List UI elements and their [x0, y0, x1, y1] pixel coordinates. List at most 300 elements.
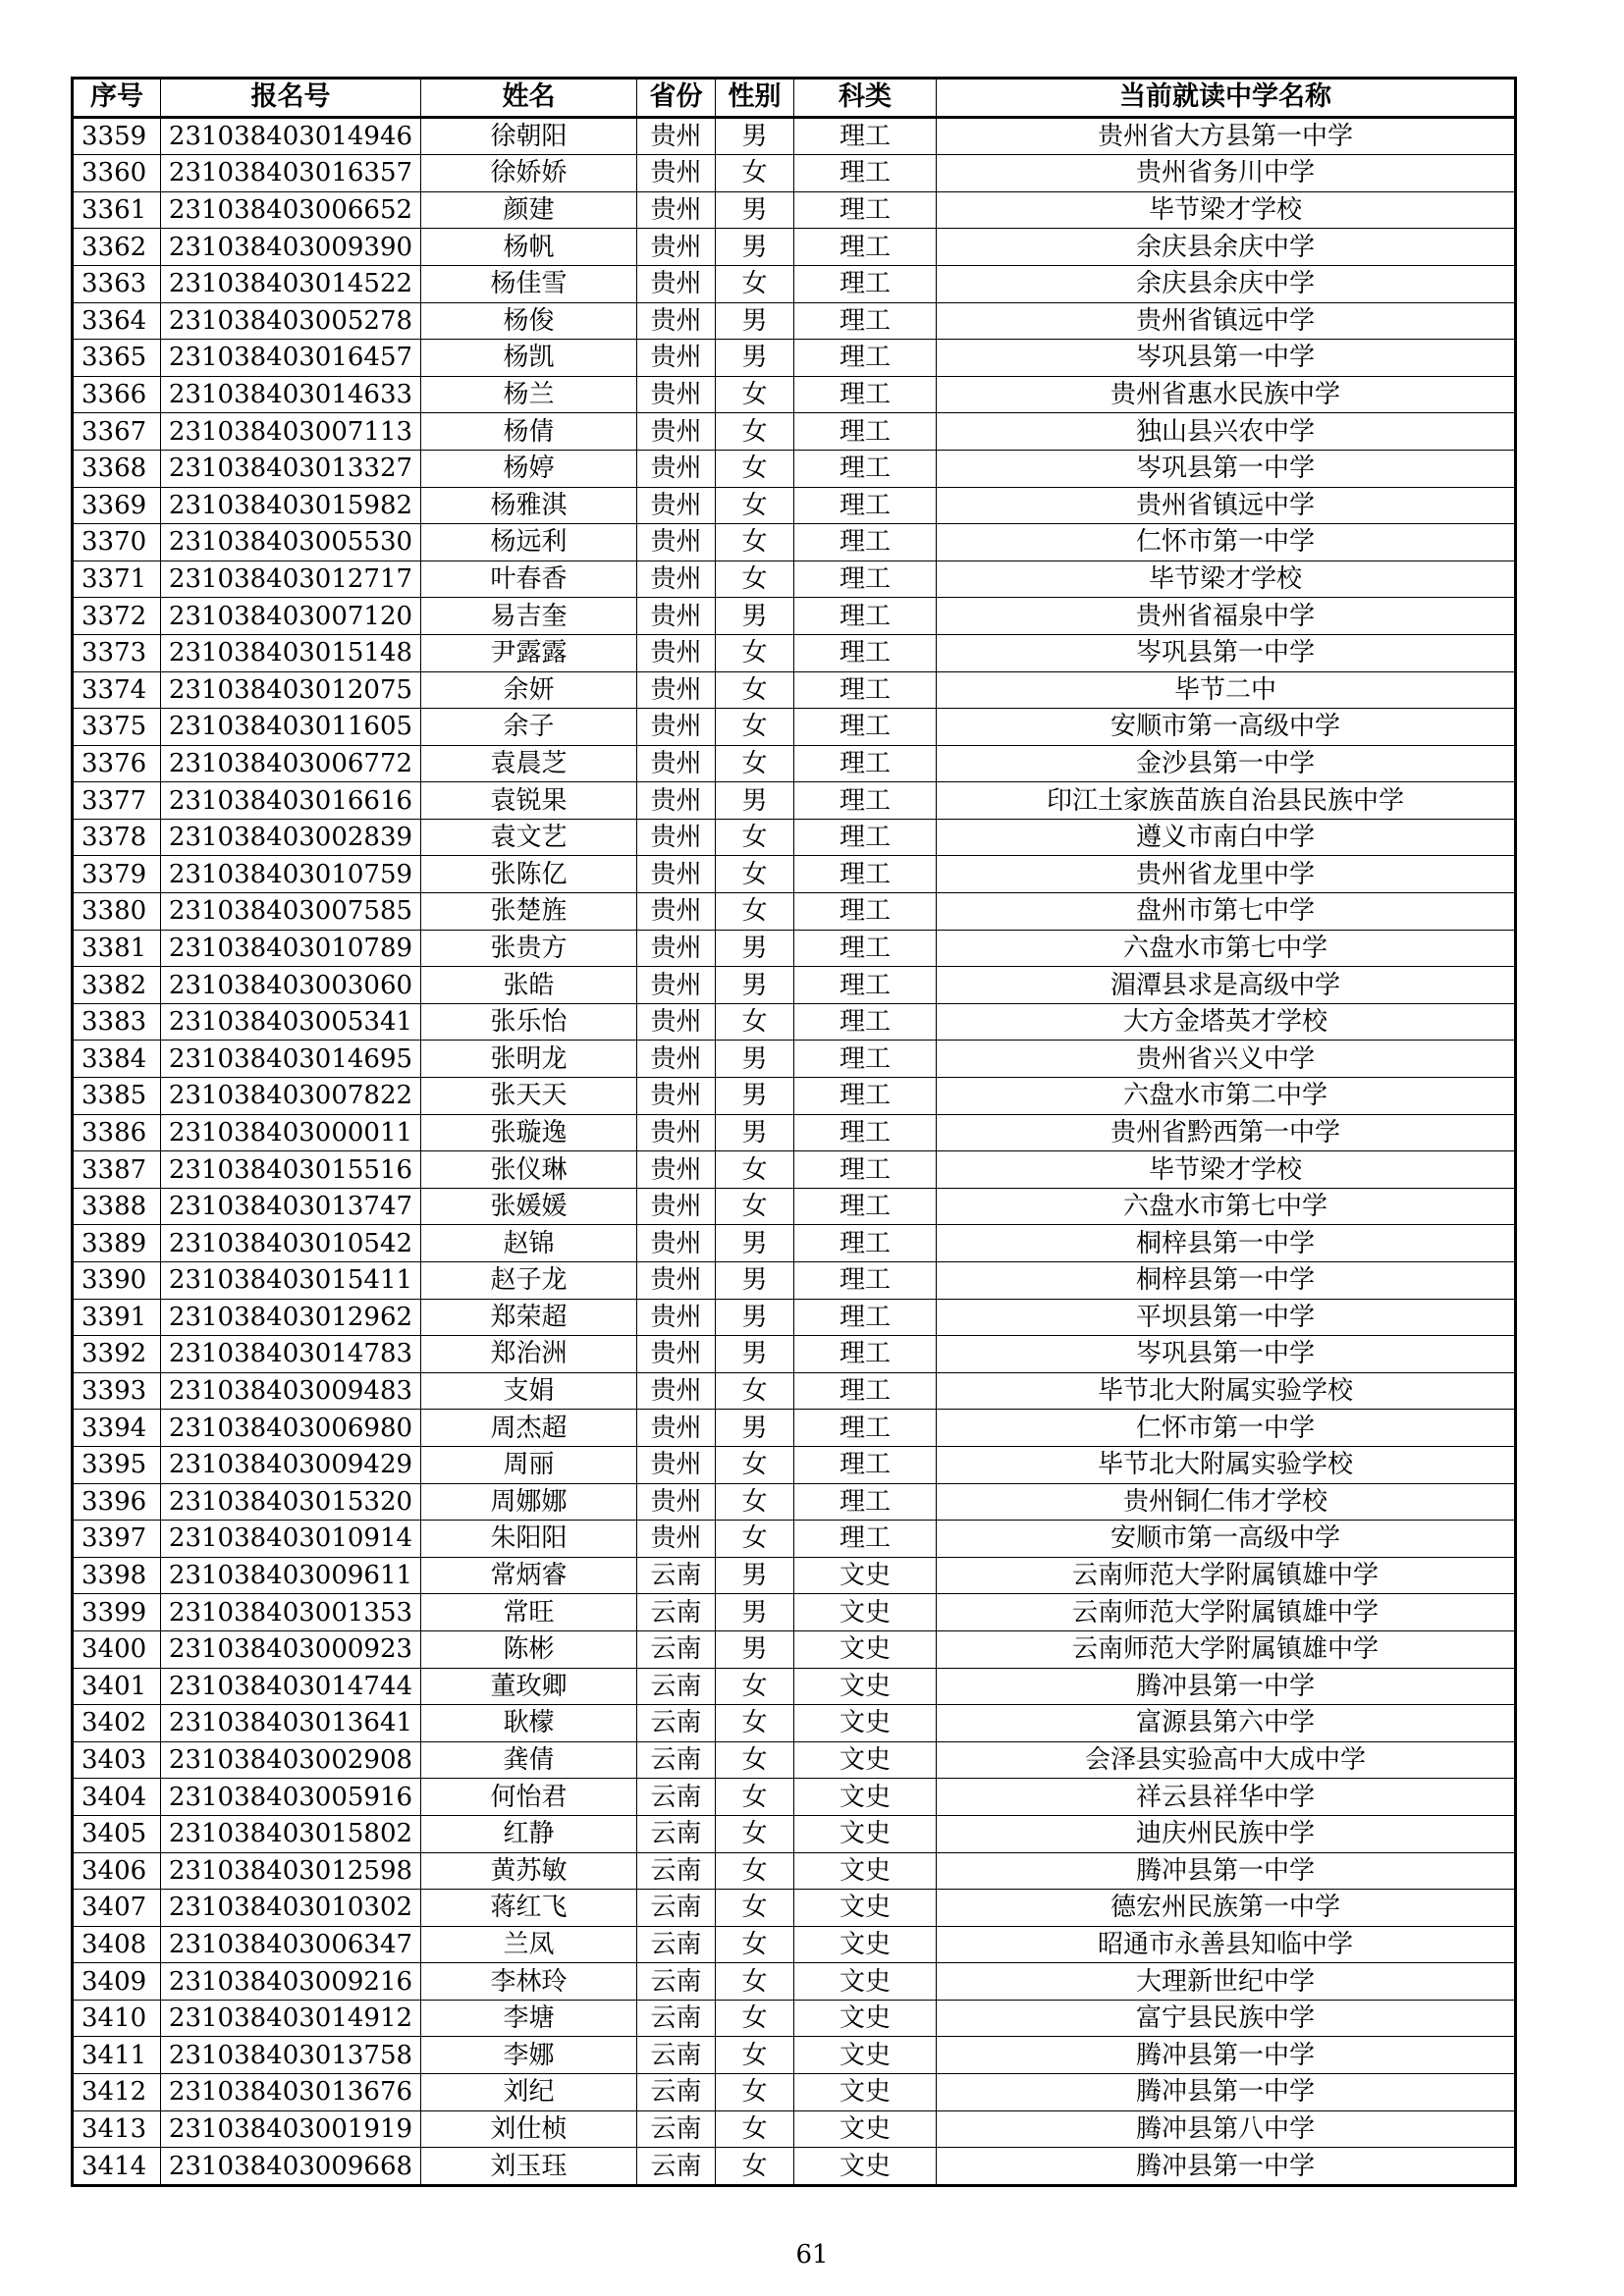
table-row — [73, 155, 1516, 192]
cell-gender: 女 — [716, 1779, 794, 1816]
table-row — [73, 1741, 1516, 1779]
cell-province: 云南 — [637, 2148, 716, 2186]
table-row — [73, 1630, 1516, 1668]
cell-gender: 女 — [716, 1003, 794, 1041]
cell-name: 袁文艺 — [421, 819, 637, 856]
table-row — [73, 191, 1516, 229]
cell-seq: 3374 — [73, 671, 161, 709]
cell-province: 贵州 — [637, 265, 716, 302]
cell-name: 李林玲 — [421, 1963, 637, 2001]
cell-gender: 女 — [716, 671, 794, 709]
cell-school: 迪庆州民族中学 — [937, 1815, 1516, 1852]
cell-category: 理工 — [794, 487, 937, 524]
cell-seq: 3413 — [73, 2110, 161, 2148]
cell-name: 何怡君 — [421, 1779, 637, 1816]
cell-province: 云南 — [637, 1557, 716, 1594]
cell-gender: 男 — [716, 1262, 794, 1300]
cell-gender: 女 — [716, 1668, 794, 1705]
cell-seq: 3363 — [73, 265, 161, 302]
cell-school: 云南师范大学附属镇雄中学 — [937, 1630, 1516, 1668]
cell-province: 贵州 — [637, 893, 716, 931]
cell-reg-no: 231038403007120 — [161, 598, 421, 635]
cell-name: 张明龙 — [421, 1041, 637, 1078]
cell-province: 贵州 — [637, 561, 716, 598]
cell-seq: 3402 — [73, 1705, 161, 1742]
cell-seq: 3389 — [73, 1225, 161, 1262]
cell-school: 腾冲县第一中学 — [937, 2074, 1516, 2111]
cell-gender: 男 — [716, 117, 794, 155]
cell-school: 德宏州民族第一中学 — [937, 1890, 1516, 1927]
cell-seq: 3372 — [73, 598, 161, 635]
cell-category: 文史 — [794, 1963, 937, 2001]
header-seq: 序号 — [73, 79, 161, 118]
table-row — [73, 561, 1516, 598]
cell-reg-no: 231038403006652 — [161, 191, 421, 229]
cell-seq: 3366 — [73, 376, 161, 413]
cell-school: 大方金塔英才学校 — [937, 1003, 1516, 1041]
cell-province: 云南 — [637, 1815, 716, 1852]
cell-seq: 3396 — [73, 1483, 161, 1521]
cell-gender: 男 — [716, 1336, 794, 1373]
cell-name: 朱阳阳 — [421, 1521, 637, 1558]
cell-reg-no: 231038403015982 — [161, 487, 421, 524]
cell-school: 云南师范大学附属镇雄中学 — [937, 1557, 1516, 1594]
cell-province: 贵州 — [637, 930, 716, 967]
table-row — [73, 671, 1516, 709]
cell-name: 张天天 — [421, 1078, 637, 1115]
cell-school: 平坝县第一中学 — [937, 1299, 1516, 1336]
cell-school: 毕节梁才学校 — [937, 1151, 1516, 1189]
cell-name: 张璇逸 — [421, 1114, 637, 1151]
cell-province: 贵州 — [637, 413, 716, 451]
cell-school: 贵州省镇远中学 — [937, 302, 1516, 340]
cell-reg-no: 231038403015320 — [161, 1483, 421, 1521]
table-row — [73, 340, 1516, 377]
cell-seq: 3377 — [73, 782, 161, 820]
cell-reg-no: 231038403009429 — [161, 1446, 421, 1483]
cell-gender: 女 — [716, 413, 794, 451]
cell-reg-no: 231038403013327 — [161, 450, 421, 487]
cell-province: 贵州 — [637, 1299, 716, 1336]
cell-gender: 男 — [716, 340, 794, 377]
cell-reg-no: 231038403012598 — [161, 1852, 421, 1890]
cell-reg-no: 231038403009611 — [161, 1557, 421, 1594]
cell-school: 贵州省大方县第一中学 — [937, 117, 1516, 155]
cell-category: 文史 — [794, 2000, 937, 2037]
cell-reg-no: 231038403010789 — [161, 930, 421, 967]
cell-seq: 3373 — [73, 634, 161, 671]
table-row — [73, 1521, 1516, 1558]
table-row — [73, 745, 1516, 782]
table-row — [73, 2110, 1516, 2148]
cell-seq: 3376 — [73, 745, 161, 782]
cell-category: 理工 — [794, 634, 937, 671]
cell-seq: 3404 — [73, 1779, 161, 1816]
cell-school: 毕节梁才学校 — [937, 191, 1516, 229]
cell-category: 理工 — [794, 782, 937, 820]
cell-province: 贵州 — [637, 229, 716, 266]
cell-name: 常炳睿 — [421, 1557, 637, 1594]
table-row — [73, 1336, 1516, 1373]
cell-school: 毕节北大附属实验学校 — [937, 1372, 1516, 1410]
cell-name: 余子 — [421, 709, 637, 746]
cell-name: 余妍 — [421, 671, 637, 709]
cell-reg-no: 231038403013676 — [161, 2074, 421, 2111]
cell-school: 云南师范大学附属镇雄中学 — [937, 1594, 1516, 1631]
cell-reg-no: 231038403009483 — [161, 1372, 421, 1410]
cell-province: 云南 — [637, 1705, 716, 1742]
cell-reg-no: 231038403005278 — [161, 302, 421, 340]
cell-school: 桐梓县第一中学 — [937, 1262, 1516, 1300]
cell-name: 陈彬 — [421, 1630, 637, 1668]
cell-province: 贵州 — [637, 709, 716, 746]
cell-seq: 3364 — [73, 302, 161, 340]
cell-name: 周娜娜 — [421, 1483, 637, 1521]
table-row — [73, 2000, 1516, 2037]
cell-category: 文史 — [794, 1890, 937, 1927]
cell-category: 理工 — [794, 1188, 937, 1225]
cell-gender: 男 — [716, 1594, 794, 1631]
cell-province: 贵州 — [637, 1003, 716, 1041]
cell-gender: 男 — [716, 782, 794, 820]
cell-reg-no: 231038403014633 — [161, 376, 421, 413]
cell-category: 文史 — [794, 1852, 937, 1890]
cell-reg-no: 231038403010302 — [161, 1890, 421, 1927]
cell-category: 理工 — [794, 155, 937, 192]
cell-province: 贵州 — [637, 856, 716, 893]
cell-seq: 3401 — [73, 1668, 161, 1705]
cell-category: 理工 — [794, 450, 937, 487]
cell-name: 赵子龙 — [421, 1262, 637, 1300]
cell-name: 赵锦 — [421, 1225, 637, 1262]
table-row — [73, 1779, 1516, 1816]
cell-gender: 男 — [716, 1225, 794, 1262]
table-row — [73, 634, 1516, 671]
table-row — [73, 967, 1516, 1004]
cell-seq: 3405 — [73, 1815, 161, 1852]
cell-gender: 女 — [716, 1890, 794, 1927]
cell-category: 文史 — [794, 1630, 937, 1668]
cell-name: 蒋红飞 — [421, 1890, 637, 1927]
cell-reg-no: 231038403001353 — [161, 1594, 421, 1631]
cell-seq: 3393 — [73, 1372, 161, 1410]
cell-seq: 3368 — [73, 450, 161, 487]
table-row — [73, 1483, 1516, 1521]
cell-school: 贵州省惠水民族中学 — [937, 376, 1516, 413]
cell-province: 贵州 — [637, 1151, 716, 1189]
cell-reg-no: 231038403015411 — [161, 1262, 421, 1300]
cell-name: 杨倩 — [421, 413, 637, 451]
cell-category: 文史 — [794, 1557, 937, 1594]
cell-category: 理工 — [794, 930, 937, 967]
cell-province: 贵州 — [637, 1446, 716, 1483]
cell-province: 云南 — [637, 1852, 716, 1890]
table-row — [73, 413, 1516, 451]
cell-province: 贵州 — [637, 191, 716, 229]
cell-province: 云南 — [637, 1668, 716, 1705]
cell-category: 理工 — [794, 671, 937, 709]
cell-gender: 女 — [716, 1815, 794, 1852]
cell-seq: 3388 — [73, 1188, 161, 1225]
cell-seq: 3406 — [73, 1852, 161, 1890]
cell-province: 贵州 — [637, 819, 716, 856]
cell-province: 贵州 — [637, 598, 716, 635]
cell-province: 云南 — [637, 1630, 716, 1668]
cell-school: 湄潭县求是高级中学 — [937, 967, 1516, 1004]
cell-gender: 男 — [716, 191, 794, 229]
header-row — [73, 79, 1516, 118]
cell-seq: 3386 — [73, 1114, 161, 1151]
cell-seq: 3399 — [73, 1594, 161, 1631]
cell-province: 贵州 — [637, 1336, 716, 1373]
cell-school: 贵州省龙里中学 — [937, 856, 1516, 893]
cell-seq: 3395 — [73, 1446, 161, 1483]
cell-seq: 3392 — [73, 1336, 161, 1373]
cell-school: 六盘水市第七中学 — [937, 1188, 1516, 1225]
cell-reg-no: 231038403002908 — [161, 1741, 421, 1779]
cell-category: 文史 — [794, 1815, 937, 1852]
cell-reg-no: 231038403016616 — [161, 782, 421, 820]
cell-school: 仁怀市第一中学 — [937, 1410, 1516, 1447]
cell-name: 杨雅淇 — [421, 487, 637, 524]
table-row — [73, 1151, 1516, 1189]
cell-category: 理工 — [794, 1446, 937, 1483]
cell-province: 贵州 — [637, 1225, 716, 1262]
cell-name: 支娟 — [421, 1372, 637, 1410]
cell-school: 余庆县余庆中学 — [937, 265, 1516, 302]
cell-category: 理工 — [794, 1521, 937, 1558]
cell-reg-no: 231038403014946 — [161, 117, 421, 155]
cell-category: 文史 — [794, 1741, 937, 1779]
cell-gender: 女 — [716, 1483, 794, 1521]
cell-category: 理工 — [794, 1410, 937, 1447]
table-row — [73, 1114, 1516, 1151]
cell-name: 耿檬 — [421, 1705, 637, 1742]
cell-seq: 3385 — [73, 1078, 161, 1115]
cell-reg-no: 231038403014522 — [161, 265, 421, 302]
cell-category: 理工 — [794, 745, 937, 782]
cell-school: 大理新世纪中学 — [937, 1963, 1516, 2001]
cell-school: 六盘水市第二中学 — [937, 1078, 1516, 1115]
cell-gender: 女 — [716, 1741, 794, 1779]
cell-province: 贵州 — [637, 1483, 716, 1521]
cell-name: 郑治洲 — [421, 1336, 637, 1373]
cell-province: 云南 — [637, 2037, 716, 2074]
cell-province: 云南 — [637, 1963, 716, 2001]
cell-name: 张乐怡 — [421, 1003, 637, 1041]
cell-seq: 3381 — [73, 930, 161, 967]
cell-school: 毕节北大附属实验学校 — [937, 1446, 1516, 1483]
cell-reg-no: 231038403005530 — [161, 524, 421, 561]
cell-seq: 3408 — [73, 1926, 161, 1963]
cell-province: 贵州 — [637, 1114, 716, 1151]
cell-school: 贵州铜仁伟才学校 — [937, 1483, 1516, 1521]
cell-seq: 3391 — [73, 1299, 161, 1336]
cell-gender: 男 — [716, 967, 794, 1004]
cell-gender: 女 — [716, 709, 794, 746]
cell-reg-no: 231038403000923 — [161, 1630, 421, 1668]
cell-seq: 3361 — [73, 191, 161, 229]
cell-school: 岑巩县第一中学 — [937, 450, 1516, 487]
cell-reg-no: 231038403007822 — [161, 1078, 421, 1115]
table-row — [73, 1668, 1516, 1705]
cell-gender: 男 — [716, 1041, 794, 1078]
cell-name: 杨婷 — [421, 450, 637, 487]
table-row — [73, 1926, 1516, 1963]
cell-gender: 女 — [716, 2148, 794, 2186]
cell-school: 安顺市第一高级中学 — [937, 1521, 1516, 1558]
cell-school: 印江土家族苗族自治县民族中学 — [937, 782, 1516, 820]
cell-reg-no: 231038403012717 — [161, 561, 421, 598]
cell-name: 兰凤 — [421, 1926, 637, 1963]
cell-name: 张陈亿 — [421, 856, 637, 893]
table-row — [73, 229, 1516, 266]
cell-seq: 3371 — [73, 561, 161, 598]
cell-reg-no: 231038403016457 — [161, 340, 421, 377]
cell-gender: 男 — [716, 1078, 794, 1115]
cell-seq: 3403 — [73, 1741, 161, 1779]
cell-gender: 女 — [716, 1372, 794, 1410]
cell-province: 贵州 — [637, 1521, 716, 1558]
cell-gender: 女 — [716, 1446, 794, 1483]
cell-name: 常旺 — [421, 1594, 637, 1631]
cell-category: 理工 — [794, 302, 937, 340]
cell-gender: 女 — [716, 819, 794, 856]
cell-reg-no: 231038403003060 — [161, 967, 421, 1004]
cell-name: 尹露露 — [421, 634, 637, 671]
cell-seq: 3394 — [73, 1410, 161, 1447]
cell-seq: 3369 — [73, 487, 161, 524]
cell-seq: 3410 — [73, 2000, 161, 2037]
cell-category: 理工 — [794, 967, 937, 1004]
cell-seq: 3382 — [73, 967, 161, 1004]
cell-province: 贵州 — [637, 1078, 716, 1115]
table-row — [73, 1705, 1516, 1742]
cell-reg-no: 231038403010914 — [161, 1521, 421, 1558]
cell-name: 杨兰 — [421, 376, 637, 413]
cell-gender: 男 — [716, 598, 794, 635]
cell-reg-no: 231038403014744 — [161, 1668, 421, 1705]
cell-school: 毕节梁才学校 — [937, 561, 1516, 598]
header-category: 科类 — [794, 79, 937, 118]
cell-category: 理工 — [794, 413, 937, 451]
cell-seq: 3384 — [73, 1041, 161, 1078]
cell-reg-no: 231038403015148 — [161, 634, 421, 671]
table-row — [73, 2074, 1516, 2111]
cell-reg-no: 231038403001919 — [161, 2110, 421, 2148]
cell-reg-no: 231038403000011 — [161, 1114, 421, 1151]
cell-name: 龚倩 — [421, 1741, 637, 1779]
table-row — [73, 1852, 1516, 1890]
cell-reg-no: 231038403012075 — [161, 671, 421, 709]
cell-gender: 女 — [716, 745, 794, 782]
cell-school: 岑巩县第一中学 — [937, 340, 1516, 377]
cell-seq: 3375 — [73, 709, 161, 746]
cell-reg-no: 231038403010542 — [161, 1225, 421, 1262]
cell-name: 周杰超 — [421, 1410, 637, 1447]
cell-gender: 女 — [716, 1188, 794, 1225]
cell-name: 红静 — [421, 1815, 637, 1852]
header-school: 当前就读中学名称 — [937, 79, 1516, 118]
cell-category: 理工 — [794, 1299, 937, 1336]
cell-seq: 3407 — [73, 1890, 161, 1927]
cell-category: 文史 — [794, 1594, 937, 1631]
cell-reg-no: 231038403005916 — [161, 1779, 421, 1816]
cell-name: 郑荣超 — [421, 1299, 637, 1336]
cell-province: 贵州 — [637, 745, 716, 782]
cell-gender: 女 — [716, 1926, 794, 1963]
cell-category: 理工 — [794, 265, 937, 302]
cell-seq: 3362 — [73, 229, 161, 266]
cell-school: 腾冲县第一中学 — [937, 2148, 1516, 2186]
cell-province: 云南 — [637, 1926, 716, 1963]
cell-category: 理工 — [794, 856, 937, 893]
cell-school: 六盘水市第七中学 — [937, 930, 1516, 967]
cell-school: 昭通市永善县知临中学 — [937, 1926, 1516, 1963]
cell-gender: 女 — [716, 2074, 794, 2111]
cell-school: 腾冲县第一中学 — [937, 1668, 1516, 1705]
cell-name: 杨佳雪 — [421, 265, 637, 302]
cell-province: 贵州 — [637, 634, 716, 671]
page-number: 61 — [795, 2240, 829, 2269]
cell-seq: 3412 — [73, 2074, 161, 2111]
cell-gender: 女 — [716, 265, 794, 302]
cell-province: 云南 — [637, 1890, 716, 1927]
cell-category: 理工 — [794, 1225, 937, 1262]
cell-category: 文史 — [794, 1668, 937, 1705]
cell-category: 文史 — [794, 2148, 937, 2186]
cell-school: 贵州省镇远中学 — [937, 487, 1516, 524]
cell-name: 徐朝阳 — [421, 117, 637, 155]
cell-category: 文史 — [794, 2110, 937, 2148]
cell-name: 杨帆 — [421, 229, 637, 266]
cell-province: 贵州 — [637, 487, 716, 524]
cell-province: 贵州 — [637, 671, 716, 709]
cell-category: 文史 — [794, 1705, 937, 1742]
cell-seq: 3370 — [73, 524, 161, 561]
header-gender: 性别 — [716, 79, 794, 118]
admission-list-table — [71, 77, 1517, 2187]
cell-gender: 女 — [716, 450, 794, 487]
cell-seq: 3383 — [73, 1003, 161, 1041]
cell-reg-no: 231038403013758 — [161, 2037, 421, 2074]
cell-province: 贵州 — [637, 1041, 716, 1078]
cell-reg-no: 231038403007585 — [161, 893, 421, 931]
cell-province: 贵州 — [637, 340, 716, 377]
cell-province: 贵州 — [637, 450, 716, 487]
table-row — [73, 265, 1516, 302]
table-row — [73, 1410, 1516, 1447]
cell-reg-no: 231038403006347 — [161, 1926, 421, 1963]
cell-gender: 女 — [716, 561, 794, 598]
cell-name: 徐娇娇 — [421, 155, 637, 192]
cell-province: 云南 — [637, 2074, 716, 2111]
cell-gender: 男 — [716, 1114, 794, 1151]
table-row — [73, 1003, 1516, 1041]
cell-seq: 3400 — [73, 1630, 161, 1668]
cell-school: 富宁县民族中学 — [937, 2000, 1516, 2037]
cell-name: 黄苏敏 — [421, 1852, 637, 1890]
cell-province: 贵州 — [637, 524, 716, 561]
table-row — [73, 856, 1516, 893]
cell-name: 李娜 — [421, 2037, 637, 2074]
cell-seq: 3367 — [73, 413, 161, 451]
cell-reg-no: 231038403013641 — [161, 1705, 421, 1742]
cell-category: 理工 — [794, 229, 937, 266]
cell-gender: 男 — [716, 930, 794, 967]
cell-name: 袁锐果 — [421, 782, 637, 820]
cell-province: 云南 — [637, 1741, 716, 1779]
